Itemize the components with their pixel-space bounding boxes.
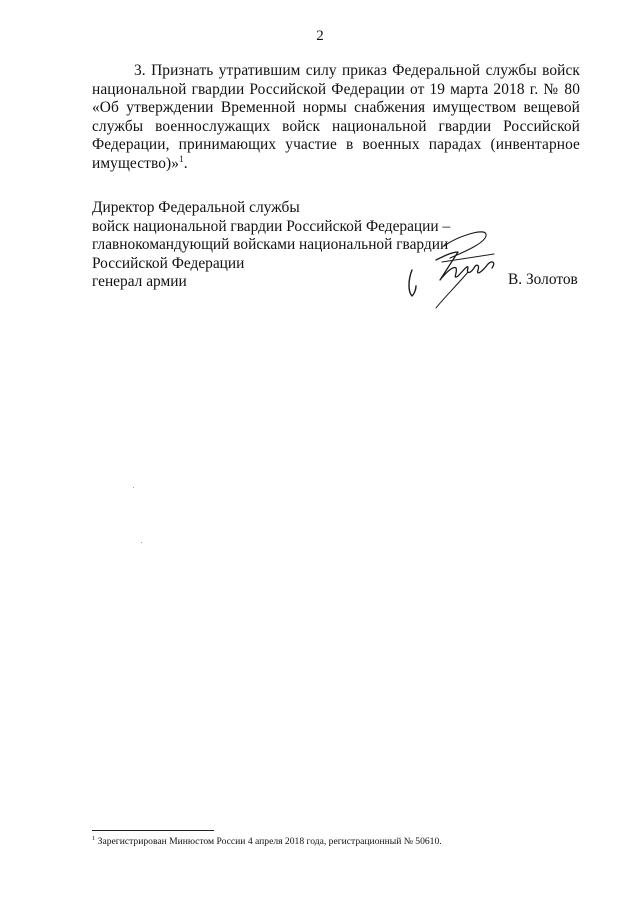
footnote-reference: 1 — [179, 153, 184, 164]
signatory-rank: генерал армии — [92, 273, 187, 291]
signature-stroke-tail — [436, 272, 468, 308]
signatory-title-line-1: Директор Федеральной службы — [92, 199, 300, 216]
footnote-text: Зарегистрирован Минюстом России 4 апреля 2018 года, регистрационный № 50610. — [97, 836, 442, 847]
footnote-separator — [92, 830, 214, 831]
paragraph-text: Признать утратившим силу приказ Федеральной службы войск национальной гвардии Российской Федерации от 19 марта 2018 г. № 80 «Об утверждении Временной нормы снабжения имуществом вещевой службы военнослужащих войск национальной гвардии Российской Федерации, принимающих участие в военных парадах (инвентарное имущество)» — [92, 62, 580, 172]
paragraph-end-punct: . — [183, 154, 188, 172]
signatory-title-line-4: Российской Федерации — [92, 254, 245, 272]
signatory-title-line-3: главнокомандующий войсками национальной гвардии — [92, 236, 449, 254]
footnote — [92, 836, 592, 848]
scan-speck — [133, 487, 134, 488]
handwritten-signature — [398, 222, 508, 314]
signatory-title-line-2: войск национальной гвардии Российской Федерации – — [92, 217, 451, 235]
paragraph-item-3 — [92, 62, 580, 174]
footnote-number: 1 — [92, 834, 96, 842]
paragraph-number: 3. — [134, 62, 146, 79]
signature-stroke-hook — [409, 270, 416, 296]
page-number: 2 — [316, 28, 324, 44]
signatory-name: В. Золотов — [508, 271, 578, 288]
scan-speck — [141, 542, 142, 543]
